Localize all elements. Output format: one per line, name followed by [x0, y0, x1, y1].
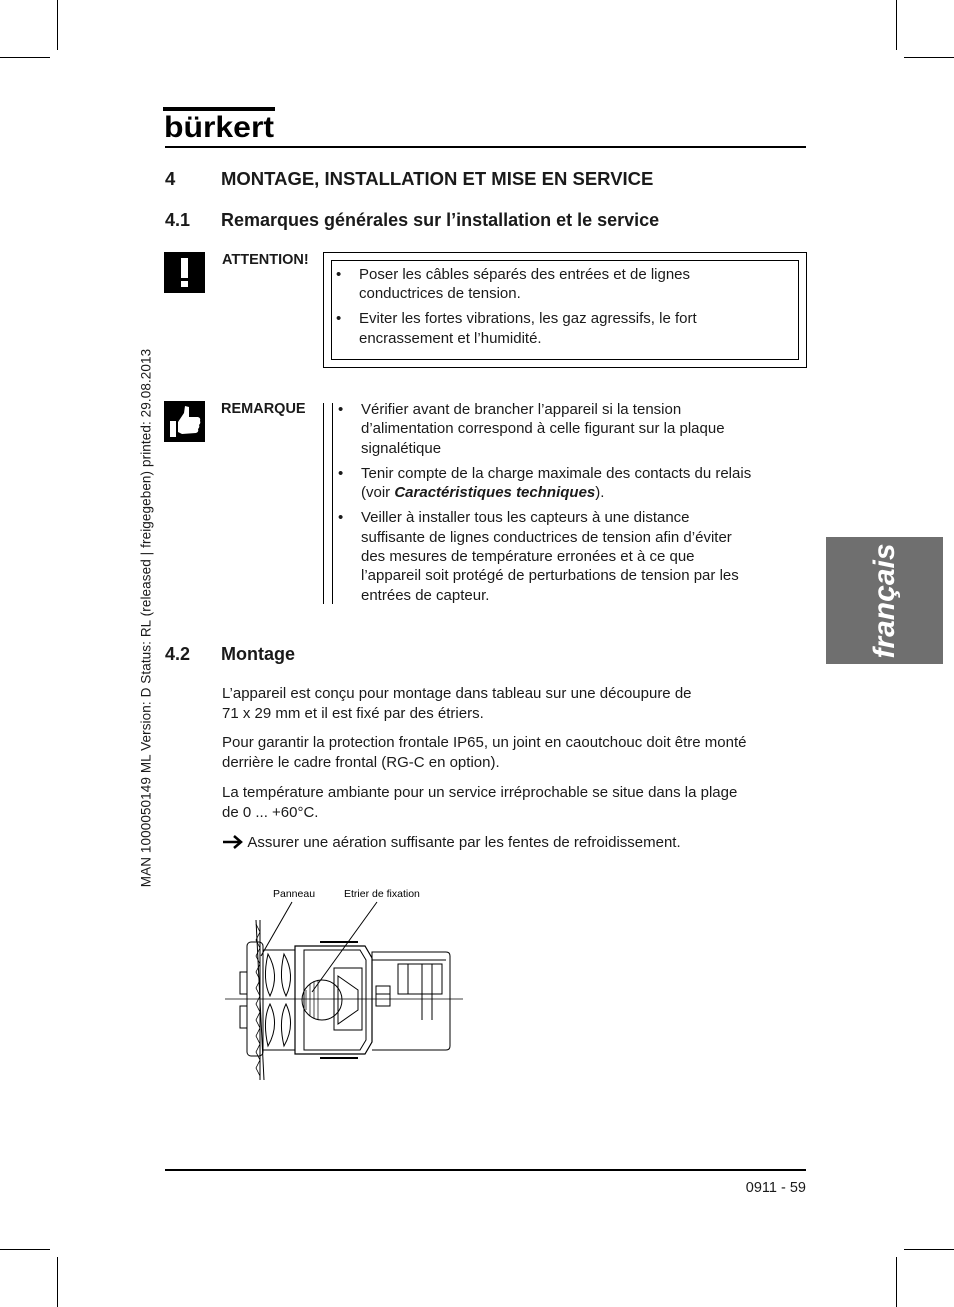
crop-mark — [904, 1249, 954, 1250]
crop-mark — [0, 1249, 50, 1250]
remarque-list — [333, 400, 808, 611]
list-item: • Tenir compte de la charge maximale des contacts du relais (voir Caractéristiques techniques). — [338, 464, 752, 502]
side-print-text: MAN 1000050149 ML Version: D Status: RL (released | freigegeben) printed: 29.08.2013 — [138, 348, 154, 887]
thumbs-up-icon — [164, 401, 205, 442]
bullet: • — [338, 509, 344, 527]
bullet: • — [338, 401, 344, 418]
paragraph: L’appareil est conçu pour montage dans tableau sur une découpure de 71 x 29 mm et il est fixé par des étriers. — [222, 685, 692, 722]
bullet: • — [336, 266, 342, 283]
crop-mark — [896, 1257, 897, 1307]
attention-label: ATTENTION! — [222, 252, 309, 268]
label-bracket: Etrier de fixation — [344, 888, 420, 900]
subsection-heading-1 — [165, 210, 659, 231]
bullet: • — [336, 310, 342, 328]
footer-rule — [165, 1169, 806, 1171]
burkert-logo — [163, 103, 275, 143]
subsection-number: 4.1 — [165, 210, 191, 230]
language-tab — [826, 537, 943, 664]
language-tab-label: français — [867, 542, 901, 659]
subsection-number: 4.2 — [165, 644, 191, 664]
crop-mark — [896, 0, 897, 50]
mounting-diagram — [220, 880, 470, 1090]
list-item: • Veiller à installer tous les capteurs à une distance suffisante de lignes conductrices de tension afin d’éviter des mesures de température erronées et à ce que l’appareil soit protégé de perturbations de tension par les entrées de capteur. — [338, 509, 739, 604]
side-print-info — [136, 195, 156, 1040]
paragraph: Pour garantir la protection frontale IP65, un joint en caoutchouc doit être monté derrière le cadre frontal (RG-C en option). — [222, 734, 747, 771]
attention-list — [331, 265, 771, 354]
label-panel: Panneau — [273, 888, 316, 900]
list-item: • Poser les câbles séparés des entrées et de lignes conductrices de tension. — [336, 266, 691, 303]
brand-name: bürkert — [164, 111, 275, 143]
crop-mark — [904, 57, 954, 58]
paragraph: La température ambiante pour un service irréprochable se situe dans la plage de 0 ... +60°C. — [222, 784, 738, 821]
section-number: 4 — [165, 168, 176, 189]
subsection-title: Remarques générales sur l’installation et le service — [221, 210, 660, 230]
crop-mark — [57, 0, 58, 50]
section-title: MONTAGE, INSTALLATION ET MISE EN SERVICE — [221, 168, 654, 189]
remarque-label: REMARQUE — [221, 401, 306, 417]
section-heading — [165, 168, 653, 190]
exclamation-icon — [164, 252, 205, 293]
subsection-title: Montage — [221, 644, 295, 664]
crop-mark — [0, 57, 50, 58]
crop-mark — [57, 1257, 58, 1307]
subsection-heading-2 — [165, 644, 295, 665]
bullet: • — [338, 464, 344, 482]
paragraph-instruction: Assurer une aération suffisante par les fentes de refroidissement. — [222, 833, 807, 853]
page-number: 0911 - 59 — [745, 1180, 806, 1196]
header-rule — [165, 146, 806, 148]
cross-reference: Caractéristiques techniques — [394, 484, 596, 502]
list-item: • Vérifier avant de brancher l’appareil si la tension d’alimentation correspond à celle figurant sur la plaque signalétique — [338, 401, 725, 457]
list-item: • Eviter les fortes vibrations, les gaz agressifs, le fort encrassement et l’humidité. — [336, 310, 697, 347]
arrow-right-icon — [222, 835, 244, 849]
remarque-bars — [323, 403, 333, 604]
